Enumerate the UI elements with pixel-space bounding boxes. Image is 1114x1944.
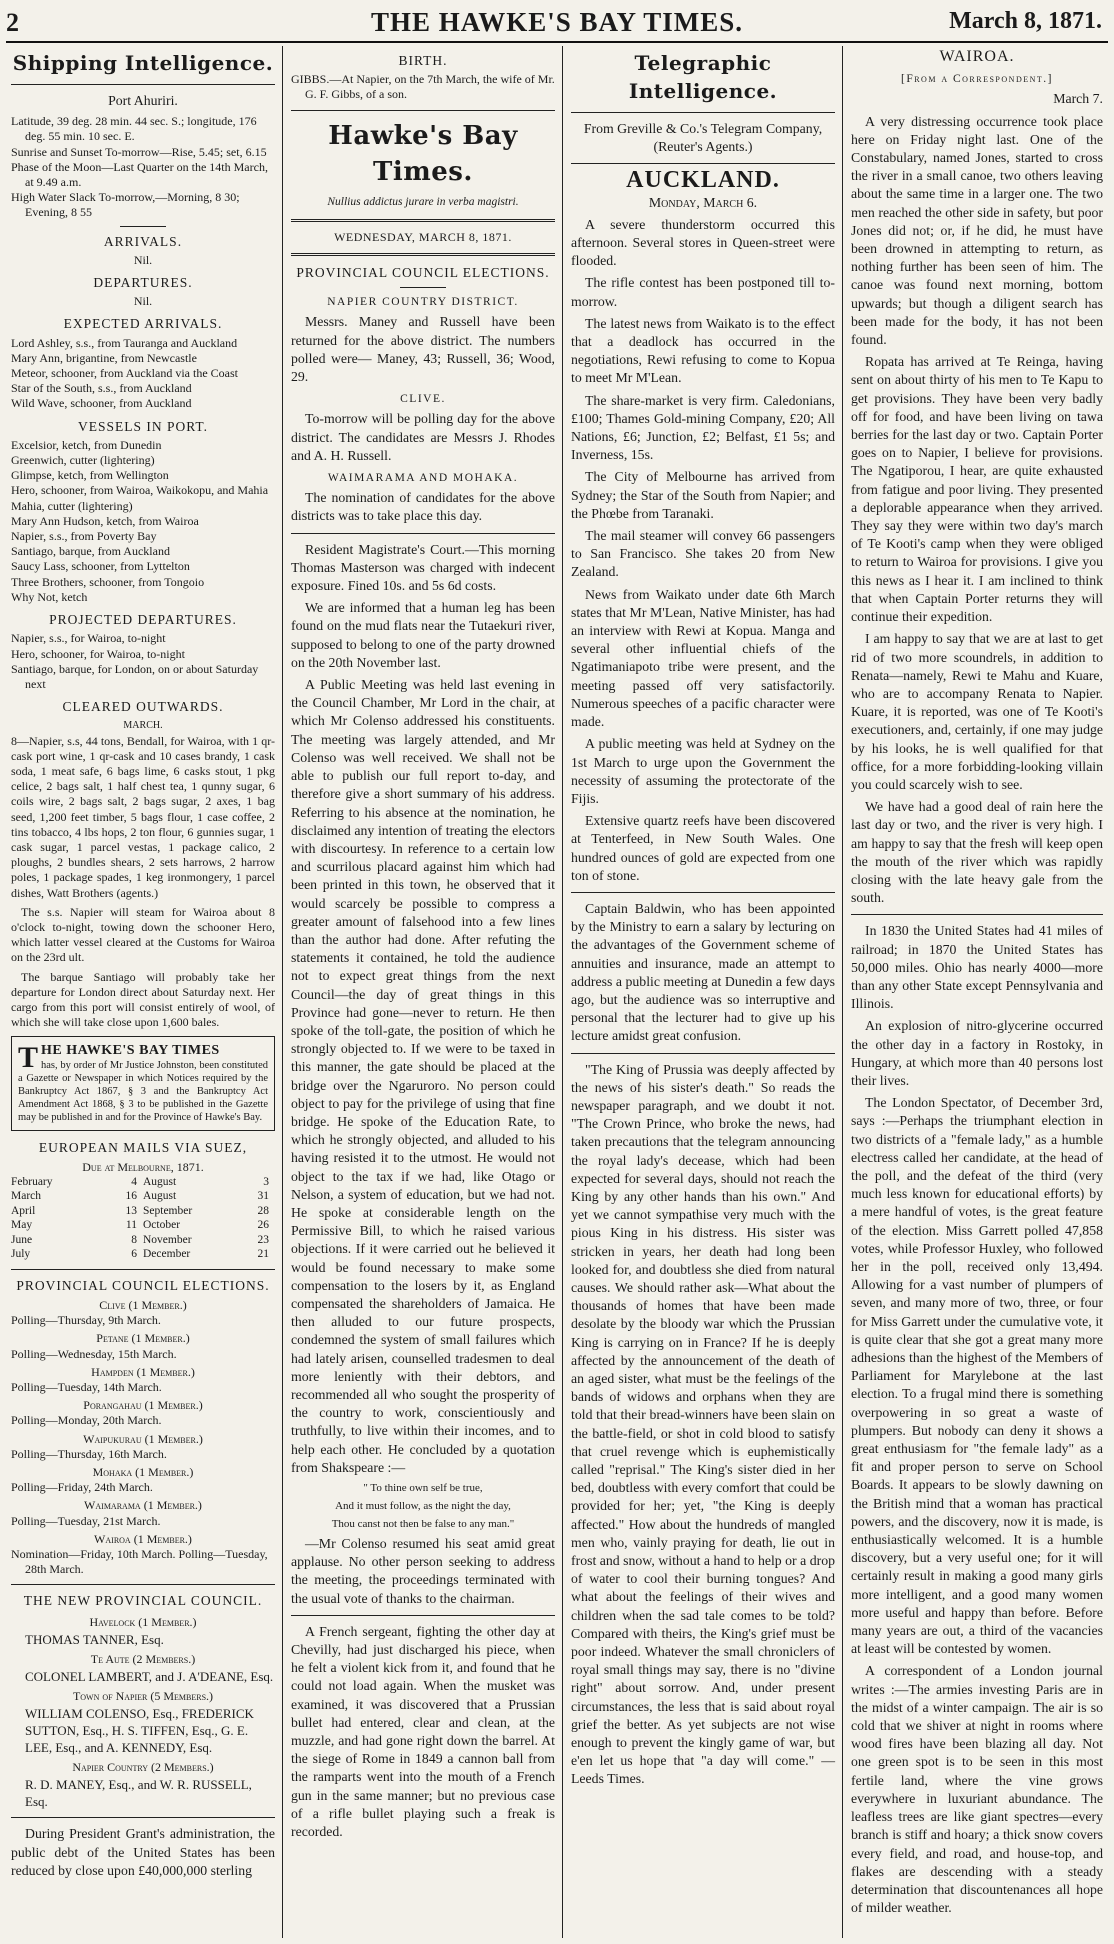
mails-heading: EUROPEAN MAILS VIA SUEZ,: [38, 1140, 248, 1156]
district-name: Havelock (1 Member.): [89, 1614, 197, 1629]
mail-day: 13: [125, 1204, 137, 1217]
arrivals-heading: ARRIVALS.: [103, 233, 183, 249]
court-paragraph: Resident Magistrate's Court.—This morning Thomas Masterson was charged with indecent exposure. Fined 10s. and 5s 6d costs.: [291, 541, 555, 594]
meeting-paragraph: A Public Meeting was held last evening in the Council Chamber, Mr Lord in the chair, at which Mr Colenso addressed his constituents. The meeting was largely attended, and Mr Colenso was well received. We shall not be able to publish our full report to-day, and therefore give a short summary of his address. Referring to his absence at the nomination, he disclaimed any intention of treating the electors with discourtesy. In reference to a certain low and scurrilous placard against him which had been printed in this town, he observed that it would scarcely be possible to compress a greater amount of falsehood into a few lines than the author had done. After refuting the statements it contained, he told the audience not to expect great things from the next Council—the day of great things in this Province had gone—never to return. He then spoke of the toll-gate, the position of which he strongly objected to. If we were to be taxed in this manner, the gate should be placed at the bridge over the Ngaruroro. No person could object to pay for the privilege of using that fine bridge. He spoke of the Education Rate, to which he strongly objected, and alluded to his having resisted it to the utmost. He would not object to the tax if we had, like Otago or Nelson, a system of education, but we had not. He spoke at considerable length on the Permissive Bill, to which he raised various objections. If it were carried out he believed it would be found necessary to make some compensation to the losers by it, as England compensated the shareholders of Jamaica. He then alluded to our future prospects, condemned the system of small failures which had lately arisen, counselled tradesmen to deal more leniently with their debtors, and recommended all who sought the prosperity of the country to work, conscientiously and truthfully, to live within their incomes, and to help each other. He concluded by a quotation from Shakspeare :—: [291, 677, 555, 1475]
astro-line: Latitude, 39 deg. 28 min. 44 sec. S.; longitude, 176 deg. 55 min. 10 sec. E.: [11, 114, 257, 144]
mail-day: 28: [257, 1204, 269, 1217]
cleared-month: MARCH.: [123, 720, 163, 732]
divider: [851, 914, 1103, 915]
astro-line: Sunrise and Sunset To-morrow—Rise, 5.45; set, 6.15: [11, 144, 267, 159]
polling-line: Polling—Tuesday, 14th March.: [11, 1380, 162, 1394]
table-row: [11, 1233, 275, 1248]
polling-line: Polling—Thursday, 16th March.: [11, 1446, 167, 1461]
napier-note: The s.s. Napier will steam for Wairoa about 8 o'clock to-night, towing down the schooner Hero, which latter vessel cleared at the Customs for Wairoa on the 23rd ult.: [11, 904, 275, 965]
district-name: Waipukurau (1 Member.): [83, 1431, 203, 1446]
quote-line: Thou canst not then be false to any man.": [331, 1518, 515, 1531]
list-item: Saucy Lass, schooner, from Lyttelton: [11, 559, 190, 574]
news-item: The mail steamer will convey 66 passengers to San Francisco. She takes 20 from New Zealand.: [571, 528, 835, 580]
news-item: A public meeting was held at Sydney on the 1st March to urge upon the Government the necessity of assuming the protectorate of the Fijis.: [571, 736, 835, 806]
table-row: [11, 1204, 275, 1219]
mail-day: 21: [257, 1248, 269, 1261]
mail-day: 3: [263, 1175, 269, 1188]
mail-month: July: [11, 1248, 31, 1261]
wairoa-items: [851, 113, 1103, 908]
list-item: Mary Ann, brigantine, from Newcastle: [11, 350, 197, 365]
shakespeare-quote: [291, 1481, 555, 1531]
mail-month: April: [11, 1204, 36, 1217]
district-name: Hampden (1 Member.): [91, 1364, 195, 1379]
leg-paragraph: We are informed that a human leg has been found on the mud flats near the Tutaekuri river, supposed to belong to one of the party drowned on the 20th November last.: [291, 600, 555, 670]
mail-month: September: [143, 1204, 193, 1217]
prov-heading: PROVINCIAL COUNCIL ELECTIONS.: [16, 1277, 270, 1293]
mails-sub: Due at Melbourne, 1871.: [82, 1159, 204, 1174]
mail-month: May: [11, 1219, 33, 1232]
cleared-text: 8—Napier, s.s, 44 tons, Bendall, for Wairoa, with 1 qr-cask port wine, 1 qr-cask and 10 cases brandy, 1 cask soda, 1 meat safe, 6 bags lime, 6 casks stout, 1 pkg celice, 2 bags salt, 1 half chest tea, 1 qunny sugar, 6 coils wire, 2 bags salt, 2 bags sugar, 2 axes, 1 bag seed, 1,200 feet timber, 5 bags flour, 1 case coffee, 2 tins tobacco, 4 lbs hops, 2 ton flour, 6 gunnies sugar, 1 cask sugar, 1 parcel vestas, 1 package calico, 2 ploughs, 2 bundles shears, 2 sets harrows, 2 harrow poles, 1 package spades, 1 keg ironmongery, 1 parcel dishes, Watt Brothers (agents.): [11, 733, 275, 900]
divider: [571, 892, 835, 893]
mail-month: August: [143, 1190, 177, 1203]
news-item: Ropata has arrived at Te Reinga, having sent on about thirty of his men to Te Kapu to get provisions. They have been very badly off for food, and have been living on tawa berries for the last day or two. Captain Porter goes on to Napier, I believe for provisions. The Ngatiporou, I hear, are quite exhausted from fatigue and poor living. They presented a deplorable appearance when they arrived. They say they were within two day's march of Te Kooti's camp when they were obliged to return to Wairoa for provisions. I give you this news as I hear it. I am inclined to think that when Captain Porter returns they will continue their expedition.: [851, 354, 1103, 625]
list-item: Excelsior, ketch, from Dunedin: [11, 437, 162, 452]
mail-month: March: [11, 1190, 42, 1203]
mail-month: December: [143, 1248, 191, 1261]
paris-paragraph: A correspondent of a London journal writes :—The armies investing Paris are in the midst of a winter campaign. The air is so cold that we shiver at night in rooms where wood fires have been blazing all day. Not one green spot is to be seen in this most fertile land, where the vine grows everywhere in luxuriant abundance. The leafless trees are like giant spectres—every branch is stiff and hoary; a thick snow covers every field, and road, and house-top, and flakes are descending with a steady determination that discountenances all hope of milder weather.: [851, 1663, 1103, 1916]
column-divider: [562, 46, 563, 1938]
mail-day: 6: [131, 1248, 137, 1261]
news-item: The latest news from Waikato is to the effect that a deadlock has occurred in the negotiations, Rewi refusing to come to Kopua to meet Mr M'Lean.: [571, 315, 835, 386]
news-item: The City of Melbourne has arrived from Sydney; the Star of the South from Napier; and the Phœbe from Taranaki.: [571, 469, 835, 521]
mail-day: 26: [257, 1219, 269, 1232]
news-item: The share-market is very firm. Caledonians, £100; Thames Gold-mining Company, £20; All Nations, £6; Junction, £2; Belfast, £1 5s; and Inverness, 15s.: [571, 392, 835, 463]
dateline: WEDNESDAY, MARCH 8, 1871.: [334, 229, 512, 244]
divider: [571, 112, 835, 113]
district-name: Napier Country (2 Members.): [72, 1760, 214, 1775]
waimarama-text: The nomination of candidates for the above districts was to take place this day.: [291, 490, 555, 524]
member-names: COLONEL LAMBERT, and J. A'DEANE, Esq.: [25, 1669, 274, 1685]
column-divider: [842, 46, 843, 1938]
list-item: Mahia, cutter (lightering): [11, 498, 133, 513]
table-row: [11, 1175, 275, 1190]
list-item: Mary Ann Hudson, ketch, from Wairoa: [11, 513, 199, 528]
auckland-heading: AUCKLAND.: [626, 167, 780, 194]
table-row: [11, 1247, 275, 1262]
expected-heading: EXPECTED ARRIVALS.: [63, 316, 223, 332]
column-3: [566, 46, 840, 1940]
projected-list: [11, 631, 275, 692]
railroad-paragraph: In 1830 the United States had 41 miles of railroad; in 1870 the United States has 50,000 miles. Ohio has nearly 4000—more than any other State except Pennsylvania and Illinois.: [851, 923, 1103, 1012]
birth-heading: BIRTH.: [398, 53, 448, 68]
clive-heading: CLIVE.: [400, 393, 446, 406]
mail-month: June: [11, 1233, 33, 1246]
divider: [291, 219, 555, 222]
new-council-heading: THE NEW PROVINCIAL COUNCIL.: [23, 1593, 263, 1609]
prussia-paragraph: "The King of Prussia was deeply affected by the news of his sister's death." So reads the newspaper paragraph, and we doubt it not. "The Crown Prince, who broke the news, had taken precautions that the telegram announcing the royal lady's decease, which had been expected for several days, should not reach the King by any other hands than his own." And yet we cannot sympathise very much with the pious King in his distress. His sister was stricken in years, her death had long been looked for, and doubtless she died from natural causes. We should rather ask—What about the thousands of homes that have been made desolate by the bloody war which the Prussian King is carrying on in France? If he is deeply affected by the announcement of the death of an aged sister, what must be the feelings of the bands of widows and orphans when they are told that their bread-winners have been slain on the battle-field, or shot in cold blood to satisfy that cruel revenge which is euphemistically called "reprisal." The King's sister died in her bed, doubtless with every comfort that could be provided for her; yet, "the King is deeply affected." How about the hundreds of mangled men who, vainly praying for death, lie out in frost and snow, without a hand to help or a drop of water to cool their burning tongues? And what about the feelings of their wives and children when the sad tale comes to be told? Compared with theirs, the King's grief must be poor indeed. Whatever the small chroniclers of royal small things may say, there is no "divine right" about sorrow. And, under present circumstances, the less that is said about royal grief the better. As yet subjects are not wise enough to prevent the kingly game of war, but e'en let us hope that "a day will come." —Leeds Times.: [571, 1061, 835, 1787]
page-number: 2: [6, 8, 19, 37]
news-item: The rifle contest has been postponed till to-morrow.: [571, 275, 835, 309]
birth-notice: GIBBS.—At Napier, on the 7th March, the wife of Mr. G. F. Gibbs, of a son.: [291, 72, 555, 102]
grant-paragraph: During President Grant's administration, the public debt of the United States has been reduced by close upon £40,000,000 sterling: [11, 1826, 275, 1878]
meeting-end: —Mr Colenso resumed his seat amid great applause. No other person seeking to address the meeting, the proceedings terminated with the usual vote of thanks to the chairman.: [291, 1536, 555, 1606]
list-item: Napier, s.s., from Poverty Bay: [11, 529, 157, 544]
mail-day: 11: [125, 1219, 137, 1232]
divider: [11, 84, 275, 85]
new-council-list: [11, 1615, 275, 1811]
list-item: Wild Wave, schooner, from Auckland: [11, 396, 192, 411]
polling-line: Polling—Friday, 24th March.: [11, 1480, 153, 1495]
divider: [571, 163, 835, 164]
notice-heading: HE HAWKE'S BAY TIMES: [41, 1043, 220, 1059]
polling-line: Polling—Wednesday, 15th March.: [11, 1346, 177, 1361]
district-name: Porangahau (1 Member.): [83, 1398, 203, 1413]
polling-line: Nomination—Friday, 10th March. Polling—Tuesday, 28th March.: [11, 1547, 268, 1577]
column-4: [846, 46, 1108, 1940]
arrivals-nil: Nil.: [133, 252, 153, 267]
issue-date: March 8, 1871.: [949, 8, 1102, 34]
baldwin-paragraph: Captain Baldwin, who has been appointed by the Ministry to earn a salary by lecturing on the advantages of the Government scheme of annuities and insurance, made an attempt to address a public meeting at Dunedin a few days ago, but the audience was so interruptive and personal that the lecturer had to give up his lecture amidst great confusion.: [571, 900, 835, 1044]
motto: Nullius addictus jurare in verba magistri.: [327, 195, 519, 208]
divider: [11, 1584, 275, 1585]
mail-month: February: [11, 1175, 53, 1188]
telegraph-items: [571, 216, 835, 885]
news-item: I am happy to say that we are at last to get rid of two more scoundrels, in addition to Renata—namely, Rewi te Mahu and Kuare, who are to accompany Renata to Napier. Kuare, it is reported, was one of Te Kooti's executioners, and, certainly, if one may judge by his looks, he is well qualified for that office, for a more forbidding-looking villain you could scarcely wish to see.: [851, 631, 1103, 792]
astro-line: High Water Slack To-morrow,—Morning, 8 30; Evening, 8 55: [11, 190, 240, 220]
gazette-notice: [11, 1036, 275, 1131]
newspaper-masthead: THE HAWKE'S BAY TIMES.: [370, 7, 744, 37]
mails-table: [11, 1175, 275, 1262]
mail-day: 23: [257, 1233, 269, 1246]
district-name: Te Aute (2 Members.): [90, 1651, 196, 1666]
polling-line: Polling—Thursday, 9th March.: [11, 1313, 161, 1328]
news-item: A severe thunderstorm occurred this afternoon. Several stores in Queen-street were flooded.: [571, 216, 835, 269]
departures-nil: Nil.: [133, 294, 153, 309]
clive-text: To-morrow will be polling day for the above district. The candidates are Messrs J. Rhodes and A. H. Russell.: [291, 411, 555, 463]
member-names: R. D. MANEY, Esq., and W. R. RUSSELL, Esq.: [25, 1777, 252, 1810]
mail-day: 31: [257, 1190, 269, 1203]
list-item: Santiago, barque, from Auckland: [11, 544, 170, 559]
list-item: Napier, s.s., for Wairoa, to-night: [11, 631, 166, 646]
astronomical-data: [11, 114, 275, 220]
divider: [291, 253, 555, 256]
column-divider: [282, 46, 283, 1938]
list-item: Three Brothers, schooner, from Tongoio: [11, 574, 205, 589]
news-item: We have had a good deal of rain here the last day or two, and the river is very high. I am happy to say that the fresh will keep open the mouth of the river which was rapidly closing with the late heavy gale from the south.: [851, 799, 1103, 906]
wairoa-heading: WAIROA.: [939, 48, 1015, 65]
cleared-heading: CLEARED OUTWARDS.: [62, 699, 224, 715]
quote-line: " To thine own self be true,: [363, 1482, 483, 1495]
polling-line: Polling—Monday, 20th March.: [11, 1413, 162, 1428]
divider: [400, 287, 446, 288]
news-item: Extensive quartz reefs have been discovered at Tenterfeed, in New South Wales. One hundred ounces of gold are expected from one ton of stone.: [571, 813, 835, 883]
district-name: Wairoa (1 Member.): [94, 1531, 192, 1546]
list-item: Star of the South, s.s., from Auckland: [11, 381, 192, 396]
member-names: WILLIAM COLENSO, Esq., FREDERICK SUTTON, Esq., H. S. TIFFEN, Esq., G. E. LEE, Esq., and A. KENNEDY, Esq.: [25, 1706, 254, 1756]
divider: [291, 110, 555, 111]
prov-list: [11, 1298, 275, 1577]
district-name: Petane (1 Member.): [96, 1331, 190, 1346]
divider: [120, 226, 166, 227]
column-1: [6, 46, 280, 1940]
district-name: Mohaka (1 Member.): [92, 1465, 194, 1480]
napier-country-text: Messrs. Maney and Russell have been returned for the above district. The numbers polled were— Maney, 43; Russell, 36; Wood, 29.: [291, 314, 555, 385]
paper-title: Hawke's Bay Times.: [328, 120, 518, 187]
port-name: Port Ahuriri.: [108, 93, 178, 108]
correspondent-line: [From a Correspondent.]: [901, 73, 1053, 86]
spectator-paragraph: The London Spectator, of December 3rd, says :—Perhaps the triumphant election in two districts of a "female lady," as a humble electress called her candidate, at the head of the poll, and the defeat of the third (very much less known for educational efforts) by a mere handful of votes, is the great feature of the election. Miss Garrett polled 47,858 votes, while Professor Huxley, who followed her in the poll, received only 13,494. Allowing for a vast number of plumpers of seven, and many more of two, three, or four for Miss Garrett under the cumulative vote, it is quite clear that she got a great many more adhesions than the highest of the Members of Parliament for Marylebone at the last election. To a frugal mind there is something overpowering in so great a waste of plumpers. But nobody can deny it shows a great enthusiasm for "the female lady" as a fit and proper person to serve on School Boards. It appears to be slowly dawning on the British mind that a woman has practical powers, and the discovery, now it is made, is enthusiastically welcomed. It is a humble discovery, but a very useful one; for it will certainly result in making a good many girls more intelligent, and a good many women more useful and happy than before. Before many years are out, a third of the vacancies at least will be contested by women.: [851, 1095, 1103, 1657]
member-names: THOMAS TANNER, Esq.: [25, 1631, 164, 1647]
quote-line: And it must follow, as the night the day,: [335, 1500, 511, 1513]
mail-day: 16: [125, 1190, 137, 1203]
list-item: Hero, schooner, from Wairoa, Waikokopu, and Mahia: [11, 483, 269, 498]
table-row: [11, 1189, 275, 1204]
mail-day: 4: [131, 1175, 137, 1188]
column-2: [286, 46, 560, 1940]
notice-text: has, by order of Mr Justice Johnston, been constituted a Gazette or Newspaper in which Notices required by the Bankruptcy Act 1867, § 3 and the Bankruptcy Act Amendment Act 1868, § 3 to be published in the Gazette may be published in and for the Province of Hawke's Bay.: [18, 1060, 268, 1124]
divider: [11, 1269, 275, 1270]
mail-day: 8: [131, 1233, 137, 1246]
table-row: [11, 1218, 275, 1233]
district-name: Town of Napier (5 Members.): [72, 1689, 214, 1704]
district-name: Clive (1 Member.): [99, 1297, 187, 1312]
expected-list: [11, 336, 275, 412]
departures-heading: DEPARTURES.: [93, 275, 193, 291]
page-header: [0, 0, 1114, 40]
polling-line: Polling—Tuesday, 21st March.: [11, 1513, 161, 1528]
notice-drop-cap: T: [18, 1041, 39, 1075]
mail-month: August: [143, 1175, 177, 1188]
divider: [571, 1053, 835, 1054]
telegraph-heading: Telegraphic Intelligence.: [628, 51, 778, 103]
list-item: Santiago, barque, for London, on or about Saturday next: [11, 661, 259, 691]
list-item: Meteor, schooner, from Auckland via the Coast: [11, 366, 238, 381]
auckland-date: Monday, March 6.: [648, 194, 758, 210]
telegraph-source: From Greville & Co.'s Telegram Company, (Reuter's Agents.): [583, 121, 823, 155]
news-item: A very distressing occurrence took place here on Friday night last. One of the Constabulary, named Jones, started to cross the river in a small canoe, two others leaving about the same time in a larger one. The two men reached the other side in safety, but poor Jones did not; or, if he did, he must have been drowned in attempting to return, as nothing further has been seen of him. The canoe was found next morning, bottom upwards; but though a diligent search has been made for the body, it has not been found.: [851, 113, 1103, 348]
explosion-paragraph: An explosion of nitro-glycerine occurred the other day in a factory in Rostoky, in Hungary, at which more than 40 persons lost their lives.: [851, 1018, 1103, 1088]
mail-month: November: [143, 1233, 192, 1246]
list-item: Why Not, ketch: [11, 589, 88, 604]
list-item: Greenwich, cutter (lightering): [11, 453, 155, 468]
napier-country-heading: NAPIER COUNTRY DISTRICT.: [327, 296, 519, 309]
mail-month: October: [143, 1219, 181, 1232]
vessels-heading: VESSELS IN PORT.: [77, 418, 209, 434]
district-name: Waimarama (1 Member.): [84, 1498, 202, 1513]
list-item: Hero, schooner, for Wairoa, to-night: [11, 646, 185, 661]
sergeant-paragraph: A French sergeant, fighting the other day at Chevilly, had just discharged his piece, when he felt a violent kick from it, and found that he could not load again. When the musket was examined, it was discovered that a Prussian bullet had entered, clear and clean, at the muzzle, and had gone right down the barrel. At the siege of Rome in 1849 a cannon ball from the ramparts went into the mouth of a French gun in the same manner; but no previous case of a rifle bullet playing such a freak is recorded.: [291, 1623, 555, 1840]
news-item: News from Waikato under date 6th March states that Mr M'Lean, Native Minister, has had an interview with Rewi at Kopua. Manga and several other influential chiefs of the Ngatimaniapoto tribe were present, and the meeting passed off very satisfactorily. Numerous speeches of a pacific character were made.: [571, 586, 835, 730]
divider: [291, 533, 555, 534]
vessels-list: [11, 438, 275, 605]
header-rule: [6, 41, 1108, 43]
divider: [291, 1615, 555, 1616]
elections-heading: PROVINCIAL COUNCIL ELECTIONS.: [296, 265, 550, 281]
astro-line: Phase of the Moon—Last Quarter on the 14th March, at 9.49 a.m.: [11, 159, 268, 190]
santiago-note: The barque Santiago will probably take her departure for London direct about Saturday next. Her cargo from this port will consist entirely of wool, of which she will take close upon 1,600 bales.: [11, 969, 275, 1030]
shipping-heading: Shipping Intelligence.: [12, 51, 274, 75]
projected-heading: PROJECTED DEPARTURES.: [49, 612, 237, 628]
list-item: Glimpse, ketch, from Wellington: [11, 468, 169, 483]
wairoa-date: March 7.: [1053, 91, 1103, 107]
waimarama-heading: WAIMARAMA AND MOHAKA.: [327, 472, 519, 485]
list-item: Lord Ashley, s.s., from Tauranga and Auckland: [11, 335, 238, 350]
divider: [11, 1817, 275, 1818]
